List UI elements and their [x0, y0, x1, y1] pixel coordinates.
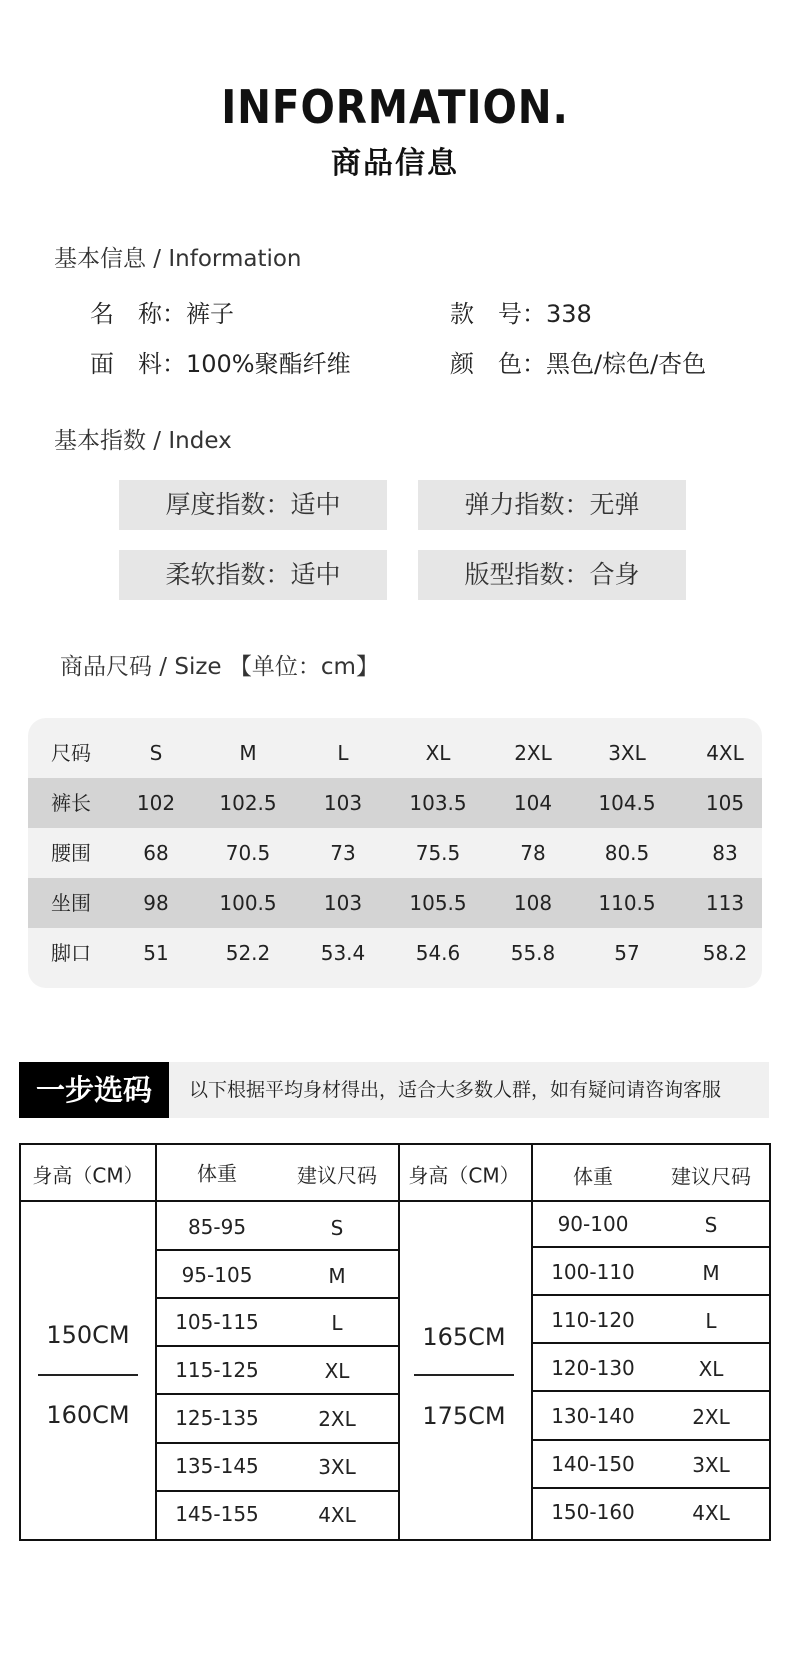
size-cell: 73: [330, 841, 356, 865]
height-to-right: 175CM: [422, 1402, 506, 1430]
size-header-cell: 3XL: [608, 741, 646, 765]
size-cell: 80.5: [604, 841, 650, 865]
size-cell: 78: [520, 841, 546, 865]
weight-cell: 130-140: [551, 1404, 635, 1428]
height-separator-left: [38, 1374, 138, 1376]
size-picker-note: 以下根据平均身材得出，适合大多数人群，如有疑问请咨询客服: [169, 1062, 769, 1118]
size-row-leg-opening: [28, 928, 762, 978]
weight-cell: 85-95: [187, 1215, 247, 1239]
size-cell: 4XL: [318, 1503, 356, 1527]
size-cell: 58.2: [702, 941, 748, 965]
weight-cell: 140-150: [551, 1452, 635, 1476]
size-cell: 68: [143, 841, 169, 865]
size-table: [28, 718, 762, 988]
size-cell: 102.5: [219, 791, 277, 815]
size-cell: S: [704, 1213, 718, 1237]
size-cell: M: [702, 1261, 720, 1285]
weight-cell: 120-130: [551, 1356, 635, 1380]
size-header-cell: XL: [425, 741, 451, 765]
height-from-left: 150CM: [46, 1321, 130, 1349]
weight-cell: 90-100: [557, 1212, 629, 1236]
size-cell: 98: [143, 891, 169, 915]
size-row-length: [28, 778, 762, 828]
weight-cell: 105-115: [175, 1310, 259, 1334]
style-value: 338: [546, 300, 592, 328]
style-row: [450, 294, 592, 329]
weight-header-right: 体重: [573, 1164, 613, 1189]
size-row-hip: [28, 878, 762, 928]
size-picker-title: 一步选码: [19, 1062, 169, 1118]
softness-index: 柔软指数：适中: [119, 550, 387, 600]
fit-index: 版型指数：合身: [418, 550, 686, 600]
size-cell: 110.5: [598, 891, 656, 915]
size-row-waist: [28, 828, 762, 878]
elasticity-index: 弹力指数：无弹: [418, 480, 686, 530]
color-value: 黑色/棕色/杏色: [546, 350, 707, 378]
size-cell: 54.6: [415, 941, 461, 965]
size-cell: 4XL: [692, 1501, 730, 1525]
weight-cell: 115-125: [175, 1358, 259, 1382]
size-cell: 102: [136, 791, 176, 815]
weight-header-left: 体重: [197, 1161, 237, 1186]
size-label: 商品尺码 / Size 【单位：cm】: [60, 654, 379, 680]
size-cell: 裤长: [51, 791, 91, 815]
size-cell: 104.5: [598, 791, 656, 815]
weight-cell: 95-105: [181, 1263, 253, 1287]
size-header-right: 建议尺码: [671, 1164, 751, 1189]
size-cell: 103: [323, 791, 363, 815]
size-cell: 3XL: [318, 1455, 356, 1479]
name-key: 名 称：: [90, 300, 186, 328]
height-from-right: 165CM: [422, 1323, 506, 1351]
size-header-row: [28, 728, 762, 778]
size-header-cell: 4XL: [706, 741, 744, 765]
size-cell: 坐围: [51, 891, 91, 915]
size-cell: 2XL: [318, 1407, 356, 1431]
size-header-cell: 尺码: [51, 741, 91, 765]
size-cell: 104: [513, 791, 553, 815]
size-cell: L: [331, 1311, 343, 1335]
name-value: 裤子: [186, 300, 234, 328]
height-header-left: 身高（CM）: [32, 1163, 144, 1188]
weight-cell: 100-110: [551, 1260, 635, 1284]
fabric-value: 100%聚酯纤维: [186, 350, 351, 378]
index-label: 基本指数 / Index: [54, 428, 232, 454]
size-cell: 103: [323, 891, 363, 915]
size-cell: S: [330, 1216, 344, 1240]
weight-cell: 110-120: [551, 1308, 635, 1332]
name-row: [90, 294, 234, 329]
size-cell: 2XL: [692, 1405, 730, 1429]
color-key: 颜 色：: [450, 350, 546, 378]
height-to-left: 160CM: [46, 1401, 130, 1429]
size-cell: 108: [513, 891, 553, 915]
fabric-key: 面 料：: [90, 350, 186, 378]
height-separator-right: [414, 1374, 514, 1376]
size-cell: 52.2: [225, 941, 271, 965]
size-cell: 70.5: [225, 841, 271, 865]
size-cell: 3XL: [692, 1453, 730, 1477]
size-cell: 75.5: [415, 841, 461, 865]
weight-cell: 135-145: [175, 1454, 259, 1478]
size-cell: 53.4: [320, 941, 366, 965]
weight-cell: 125-135: [175, 1406, 259, 1430]
size-header-cell: L: [337, 741, 349, 765]
fabric-row: [90, 344, 351, 379]
size-recommendation-table: [19, 1143, 771, 1541]
size-header-cell: M: [239, 741, 257, 765]
size-cell: 103.5: [409, 791, 467, 815]
weight-cell: 150-160: [551, 1500, 635, 1524]
basic-info-label: 基本信息 / Information: [54, 246, 302, 272]
size-header-left: 建议尺码: [297, 1163, 377, 1188]
size-cell: 105: [705, 791, 745, 815]
size-cell: 55.8: [510, 941, 556, 965]
color-row: [450, 344, 706, 379]
size-cell: XL: [698, 1357, 724, 1381]
size-header-cell: S: [149, 741, 163, 765]
size-cell: 105.5: [409, 891, 467, 915]
size-cell: 113: [705, 891, 745, 915]
size-cell: 腰围: [51, 841, 91, 865]
size-cell: M: [328, 1264, 346, 1288]
page-title-cn: 商品信息: [331, 146, 459, 181]
size-cell: 51: [143, 941, 169, 965]
page-title-en: INFORMATION.: [221, 80, 569, 134]
size-cell: XL: [324, 1359, 350, 1383]
size-cell: L: [705, 1309, 717, 1333]
style-key: 款 号：: [450, 300, 546, 328]
height-header-right: 身高（CM）: [408, 1163, 520, 1188]
size-cell: 100.5: [219, 891, 277, 915]
size-cell: 83: [712, 841, 738, 865]
size-header-cell: 2XL: [514, 741, 552, 765]
weight-cell: 145-155: [175, 1502, 259, 1526]
size-cell: 57: [614, 941, 640, 965]
thickness-index: 厚度指数：适中: [119, 480, 387, 530]
size-cell: 脚口: [51, 941, 91, 965]
